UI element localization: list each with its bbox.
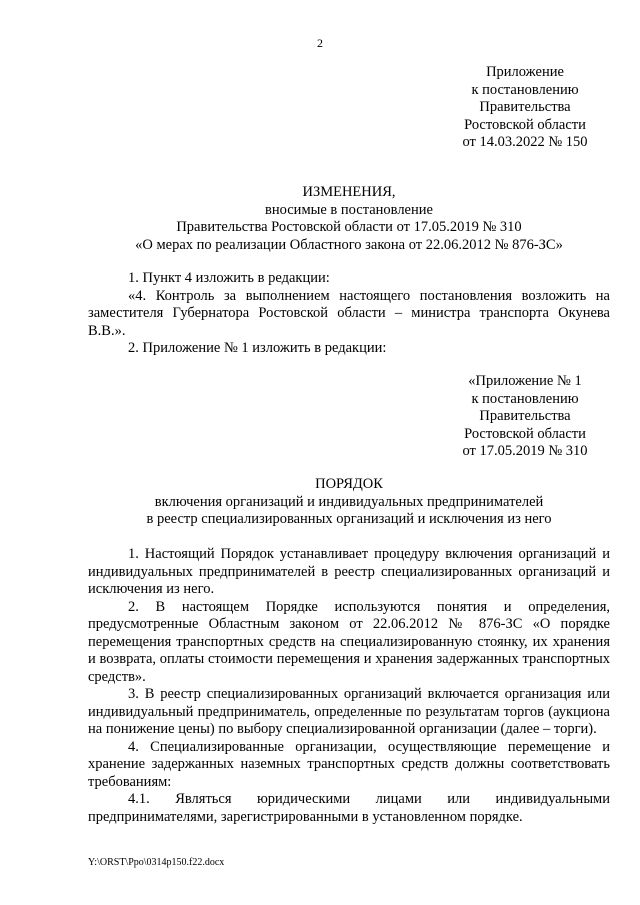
appendix-line: Ростовской области — [464, 116, 586, 133]
appendix-header — [440, 64, 610, 152]
procedure-paragraph: 4. Специализированные организации, осуществляющие перемещение и хранение задержанных наземных транспортных средств должны соответствовать требованиям: — [88, 738, 610, 790]
appendix-line: к постановлению — [471, 390, 579, 407]
appendix-line: «Приложение № 1 — [468, 373, 582, 389]
page-number: 2 — [317, 36, 323, 50]
changes-subtitle-line: «О мерах по реализации Областного закона от 22.06.2012 № 876-ЗС» — [135, 236, 563, 253]
procedure-body — [88, 546, 610, 826]
procedure-heading: ПОРЯДОК — [315, 476, 383, 492]
procedure-paragraph: 3. В реестр специализированных организаций включается организация или индивидуальный предприниматель, определенные по результатам торгов (аукциона на понижение цены) по выбору специализированной организации (далее – торги). — [88, 686, 610, 737]
appendix-line: Ростовской области — [464, 425, 586, 442]
procedure-title — [88, 476, 610, 529]
procedure-subtitle-line: включения организаций и индивидуальных предпринимателей — [154, 493, 544, 510]
procedure-paragraph: 2. В настоящем Порядке используются понятия и определения, предусмотренные Областным законом от 22.06.2012 № 876-ЗС «О порядке перемещения транспортных средств на специализированную стоянку, их хранения и возврата, оплаты стоимости перемещения и хранения задержанных транспортных средств». — [88, 598, 610, 685]
appendix-line: от 17.05.2019 № 310 — [462, 443, 588, 459]
appendix-line: Правительства — [479, 99, 571, 115]
amendment-paragraph: 2. Приложение № 1 изложить в редакции: — [128, 340, 387, 356]
appendix-line: от 14.03.2022 № 150 — [462, 134, 588, 150]
changes-title — [88, 184, 610, 254]
amendments — [88, 270, 610, 358]
changes-subtitle-line: вносимые в постановление — [265, 201, 433, 218]
procedure-subtitle-line: в реестр специализированных организаций и исключения из него — [146, 511, 552, 527]
footer-file-path: Y:\ORST\Ppo\0314p150.f22.docx — [88, 857, 225, 868]
appendix-line: Приложение — [486, 64, 564, 80]
changes-heading: ИЗМЕНЕНИЯ, — [302, 184, 396, 200]
appendix-inner — [440, 373, 610, 461]
amendment-paragraph: «4. Контроль за выполнением настоящего постановления возложить на заместителя Губернатора Ростовской области – министра транспорта Окунева В.В.». — [88, 287, 610, 339]
amendment-paragraph: 1. Пункт 4 изложить в редакции: — [128, 270, 330, 286]
procedure-paragraph: 1. Настоящий Порядок устанавливает процедуру включения организаций и индивидуальных предпринимателей в реестр специализированных организаций и исключения из него. — [88, 546, 610, 597]
appendix-line: к постановлению — [471, 81, 579, 98]
changes-subtitle-line: Правительства Ростовской области от 17.05.2019 № 310 — [176, 219, 522, 235]
procedure-paragraph: 4.1. Являться юридическими лицами или индивидуальными предпринимателями, зарегистрированными в установленном порядке. — [88, 791, 610, 825]
appendix-line: Правительства — [479, 408, 571, 424]
